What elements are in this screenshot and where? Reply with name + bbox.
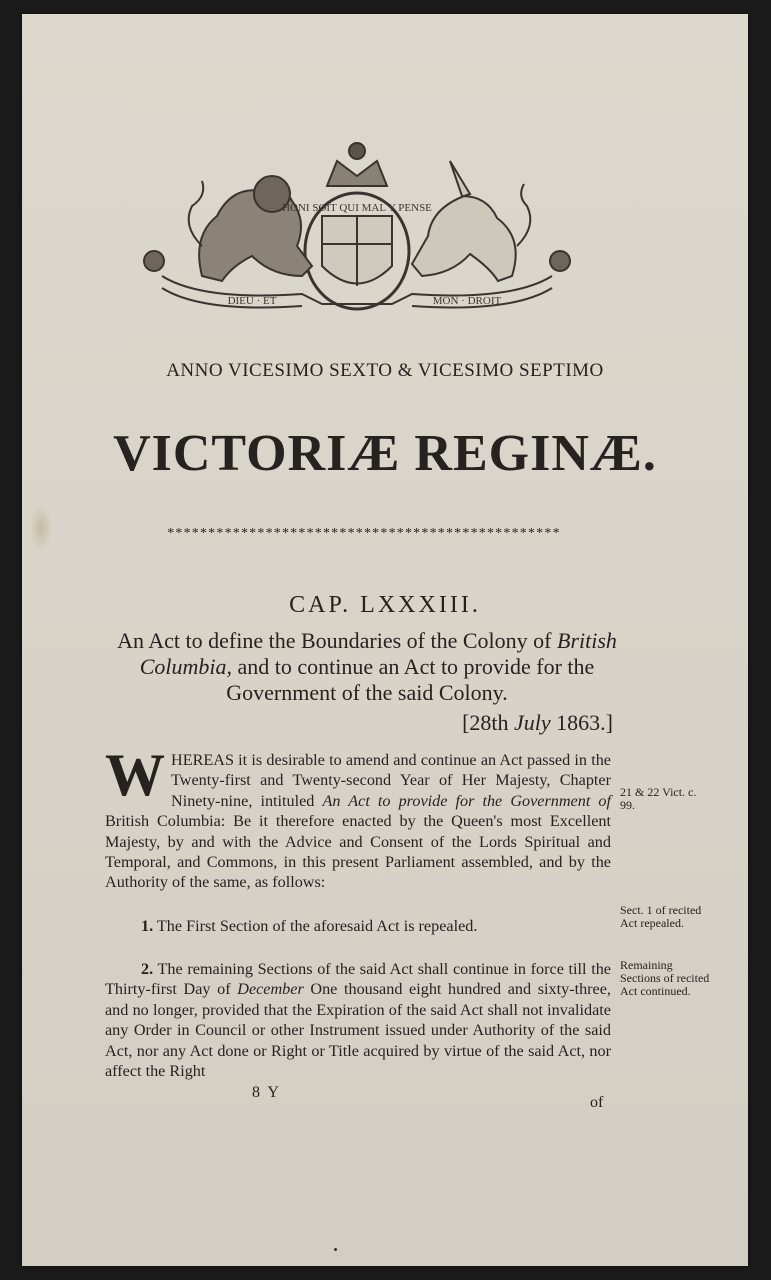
date-month: July <box>514 710 551 735</box>
regnal-year-line: ANNO VICESIMO SEXTO & VICESIMO SEPTIMO <box>166 360 604 381</box>
printed-act-page <box>22 14 748 1266</box>
preamble-italic: An Act to provide for the Government of <box>322 791 611 810</box>
preamble <box>105 742 611 893</box>
sidenote-section-1: Sect. 1 of recited Act repealed. <box>620 903 702 930</box>
asterisk-rule: ************************************************ <box>167 526 561 541</box>
preamble-text-a: HEREAS it is desirable to amend and continue an Act passed in the Twenty-first and Twenty-second Year of Her Majesty, Chapter Ninety-nine, intituled <box>171 751 611 810</box>
garter-motto: HONI SOIT QUI MAL Y PENSE <box>282 202 432 214</box>
chapter-number: CAP. LXXXIII. <box>289 592 481 618</box>
title-part-1: An Act to define the Boundaries of the Colony of <box>117 628 557 653</box>
sidenote-reference: 21 & 22 Vict. c. 99. <box>620 785 697 812</box>
title-part-2: and to continue an Act to provide for the Government of the said Colony. <box>226 654 595 705</box>
section-1 <box>105 916 611 936</box>
section-1-text: The First Section of the aforesaid Act is repealed. <box>153 917 478 935</box>
sidenote-section-2: Remaining Sections of recited Act continued. <box>620 958 710 998</box>
date-close: 1863.] <box>550 710 613 735</box>
section-2-text-b: One thousand eight hundred and sixty-three, and no longer, provided that the Expiration of the said Act shall not invalidate any Order in Council or other Instrument issued under Authority of the said Act, nor any Act done or Right or Title acquired by virtue of the said Act, nor affect the Right <box>105 980 611 1081</box>
motto-left: DIEU · ET <box>227 295 277 307</box>
section-2-italic: December <box>237 980 304 999</box>
section-1-number: 1. <box>141 917 154 935</box>
title-italic: British Columbia, <box>139 628 617 679</box>
section-2-number: 2. <box>141 960 154 978</box>
date-open: [28th <box>462 710 515 735</box>
section-2-text-a: The remaining Sections of the said Act shall continue in force till the Thirty-first Day of <box>105 960 611 999</box>
preamble-text-b: British Columbia: Be it therefore enacted by the Queen's most Excellent Majesty, by and with the Advice and Consent of the Lords Spiritual and Temporal, and Commons, in this present Parliament assembled, and by the Authority of the same, as follows: <box>105 812 611 892</box>
paper-stain <box>30 504 52 552</box>
assent-date <box>462 710 613 736</box>
motto-right: MON · DROIT <box>432 295 502 307</box>
signature-mark: 8 Y <box>252 1084 281 1101</box>
section-2 <box>105 959 611 1081</box>
regnal-title: VICTORIÆ REGINÆ. <box>113 425 657 482</box>
drop-cap: W <box>105 742 165 808</box>
royal-coat-of-arms-icon <box>132 126 582 326</box>
act-title <box>117 628 617 706</box>
paper-speck <box>334 1248 337 1251</box>
catchword: of <box>590 1094 604 1111</box>
